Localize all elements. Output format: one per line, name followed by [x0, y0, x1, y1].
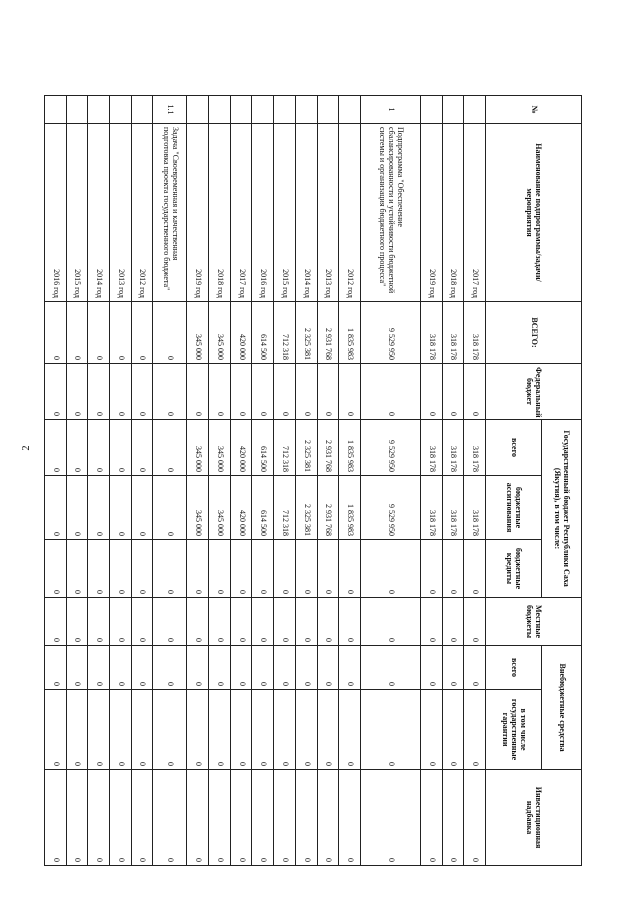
cell-extra-guarantees: 0: [187, 690, 209, 770]
cell-extra-guarantees: 0: [88, 690, 110, 770]
cell-state-alloc: 0: [131, 476, 153, 540]
cell-total: 614 500: [252, 302, 274, 364]
cell-state-alloc: 318 178: [442, 476, 464, 540]
cell-state-credits: 0: [230, 540, 252, 598]
cell-state-alloc: 2 325 381: [295, 476, 317, 540]
cell-federal: 0: [153, 364, 187, 420]
cell-state-credits: 0: [339, 540, 361, 598]
table-row: [66, 96, 88, 866]
header-state-total: всего: [486, 420, 542, 476]
cell-state-total: 0: [110, 420, 132, 476]
cell-federal: 0: [317, 364, 339, 420]
row-number: [209, 96, 231, 124]
cell-state-total: 2 931 768: [317, 420, 339, 476]
cell-state-credits: 0: [274, 540, 296, 598]
cell-local: 0: [274, 598, 296, 646]
row-number: [339, 96, 361, 124]
row-name: Подпрограмма "Обеспечение сбалансированности и устойчивости бюджетной системы и организация бюджетного процесса": [360, 124, 420, 302]
cell-state-credits: 0: [464, 540, 486, 598]
header-name: Наименование подпрограммы/задачи/мероприятия: [486, 124, 582, 302]
cell-extra-total: 0: [442, 646, 464, 690]
cell-invest: 0: [295, 770, 317, 866]
cell-federal: 0: [360, 364, 420, 420]
cell-federal: 0: [274, 364, 296, 420]
cell-extra-total: 0: [252, 646, 274, 690]
header-state-alloc: бюджетные ассигнования: [486, 476, 542, 540]
cell-invest: 0: [464, 770, 486, 866]
cell-total: 2 931 768: [317, 302, 339, 364]
row-name: 2015 год: [274, 124, 296, 302]
table-row: [187, 96, 209, 866]
cell-state-alloc: 614 500: [252, 476, 274, 540]
budget-table-page: [44, 95, 582, 865]
cell-state-alloc: 2 931 768: [317, 476, 339, 540]
cell-state-credits: 0: [131, 540, 153, 598]
cell-extra-guarantees: 0: [230, 690, 252, 770]
cell-extra-total: 0: [131, 646, 153, 690]
cell-extra-total: 0: [339, 646, 361, 690]
cell-local: 0: [131, 598, 153, 646]
cell-total: 712 318: [274, 302, 296, 364]
cell-extra-total: 0: [153, 646, 187, 690]
cell-state-alloc: 712 318: [274, 476, 296, 540]
cell-total: 345 000: [209, 302, 231, 364]
cell-invest: 0: [187, 770, 209, 866]
cell-invest: 0: [252, 770, 274, 866]
table-row-task: [153, 96, 187, 866]
header-extra-guarantees: в том числе государственные гарантии: [486, 690, 542, 770]
cell-total: 0: [131, 302, 153, 364]
cell-local: 0: [339, 598, 361, 646]
cell-local: 0: [88, 598, 110, 646]
cell-federal: 0: [464, 364, 486, 420]
table-row: [464, 96, 486, 866]
table-row: [45, 96, 67, 866]
row-name: 2013 год: [317, 124, 339, 302]
cell-invest: 0: [360, 770, 420, 866]
cell-state-credits: 0: [88, 540, 110, 598]
cell-extra-total: 0: [295, 646, 317, 690]
cell-state-alloc: 0: [45, 476, 67, 540]
cell-local: 0: [464, 598, 486, 646]
cell-extra-total: 0: [209, 646, 231, 690]
cell-state-total: 345 000: [187, 420, 209, 476]
cell-extra-guarantees: 0: [66, 690, 88, 770]
cell-federal: 0: [45, 364, 67, 420]
cell-extra-guarantees: 0: [45, 690, 67, 770]
row-name: Задача "Своевременная и качественная подготовка проекта государственного бюджета": [153, 124, 187, 302]
table-row-subprogram: [360, 96, 420, 866]
table-row: [420, 96, 442, 866]
cell-total: 2 325 381: [295, 302, 317, 364]
cell-invest: 0: [153, 770, 187, 866]
cell-local: 0: [230, 598, 252, 646]
cell-extra-guarantees: 0: [464, 690, 486, 770]
cell-federal: 0: [230, 364, 252, 420]
cell-state-total: 318 178: [420, 420, 442, 476]
budget-table: [44, 95, 582, 866]
cell-state-alloc: 0: [153, 476, 187, 540]
cell-state-credits: 0: [442, 540, 464, 598]
cell-state-total: 0: [45, 420, 67, 476]
table-row: [274, 96, 296, 866]
row-number: 1.1: [153, 96, 187, 124]
cell-federal: 0: [187, 364, 209, 420]
cell-total: 318 178: [420, 302, 442, 364]
row-name: 2015 год: [66, 124, 88, 302]
row-number: [274, 96, 296, 124]
cell-extra-total: 0: [66, 646, 88, 690]
table-row: [230, 96, 252, 866]
cell-state-credits: 0: [295, 540, 317, 598]
cell-local: 0: [153, 598, 187, 646]
cell-state-total: 712 318: [274, 420, 296, 476]
cell-state-credits: 0: [209, 540, 231, 598]
header-number: №: [486, 96, 582, 124]
header-total: ВСЕГО:: [486, 302, 582, 364]
cell-total: 0: [153, 302, 187, 364]
cell-extra-guarantees: 0: [442, 690, 464, 770]
cell-state-credits: 0: [187, 540, 209, 598]
cell-state-total: 0: [88, 420, 110, 476]
row-number: [252, 96, 274, 124]
row-number: [420, 96, 442, 124]
cell-federal: 0: [295, 364, 317, 420]
cell-extra-guarantees: 0: [317, 690, 339, 770]
table-row: [442, 96, 464, 866]
row-number: [131, 96, 153, 124]
cell-state-total: 9 529 950: [360, 420, 420, 476]
cell-state-total: 2 325 381: [295, 420, 317, 476]
header-local: Местные бюджеты: [486, 598, 582, 646]
cell-state-alloc: 318 178: [464, 476, 486, 540]
cell-extra-guarantees: 0: [110, 690, 132, 770]
cell-invest: 0: [131, 770, 153, 866]
cell-state-alloc: 9 529 950: [360, 476, 420, 540]
cell-state-alloc: 345 000: [187, 476, 209, 540]
cell-total: 420 000: [230, 302, 252, 364]
cell-federal: 0: [88, 364, 110, 420]
page-number: 2: [21, 445, 32, 451]
cell-extra-total: 0: [45, 646, 67, 690]
cell-federal: 0: [420, 364, 442, 420]
row-name: 2017 год: [464, 124, 486, 302]
cell-local: 0: [317, 598, 339, 646]
cell-state-credits: 0: [360, 540, 420, 598]
cell-extra-guarantees: 0: [252, 690, 274, 770]
cell-local: 0: [110, 598, 132, 646]
cell-state-alloc: 0: [88, 476, 110, 540]
cell-invest: 0: [420, 770, 442, 866]
row-name: 2016 год: [252, 124, 274, 302]
cell-local: 0: [252, 598, 274, 646]
header-extra-total: всего: [486, 646, 542, 690]
table-row: [252, 96, 274, 866]
table-row: [88, 96, 110, 866]
cell-state-total: 0: [66, 420, 88, 476]
cell-federal: 0: [110, 364, 132, 420]
cell-extra-guarantees: 0: [295, 690, 317, 770]
cell-state-total: 420 000: [230, 420, 252, 476]
cell-extra-total: 0: [230, 646, 252, 690]
cell-federal: 0: [442, 364, 464, 420]
cell-local: 0: [187, 598, 209, 646]
row-number: [442, 96, 464, 124]
cell-invest: 0: [45, 770, 67, 866]
cell-invest: 0: [317, 770, 339, 866]
cell-state-credits: 0: [45, 540, 67, 598]
row-number: [464, 96, 486, 124]
row-number: [110, 96, 132, 124]
cell-total: 9 529 950: [360, 302, 420, 364]
cell-invest: 0: [66, 770, 88, 866]
cell-extra-guarantees: 0: [209, 690, 231, 770]
cell-state-total: 0: [153, 420, 187, 476]
cell-extra-guarantees: 0: [131, 690, 153, 770]
row-number: [88, 96, 110, 124]
row-name: 2012 год: [131, 124, 153, 302]
header-invest: Инвестиционная надбавка: [486, 770, 582, 866]
row-number: [230, 96, 252, 124]
row-number: 1: [360, 96, 420, 124]
row-name: 2014 год: [295, 124, 317, 302]
cell-local: 0: [360, 598, 420, 646]
cell-state-alloc: 420 000: [230, 476, 252, 540]
cell-extra-total: 0: [274, 646, 296, 690]
cell-total: 0: [88, 302, 110, 364]
cell-state-credits: 0: [66, 540, 88, 598]
cell-total: 345 000: [187, 302, 209, 364]
header-state-budget: Государственный бюджет Республики Саха (Якутия), в том числе:: [542, 420, 582, 598]
cell-extra-guarantees: 0: [420, 690, 442, 770]
table-body: [45, 96, 486, 866]
cell-extra-total: 0: [88, 646, 110, 690]
row-name: 2016 год: [45, 124, 67, 302]
cell-extra-total: 0: [464, 646, 486, 690]
cell-state-alloc: 1 835 983: [339, 476, 361, 540]
row-name: 2014 год: [88, 124, 110, 302]
header-state-credits: бюджетные кредиты: [486, 540, 542, 598]
cell-local: 0: [45, 598, 67, 646]
cell-state-credits: 0: [252, 540, 274, 598]
cell-federal: 0: [209, 364, 231, 420]
cell-extra-guarantees: 0: [274, 690, 296, 770]
cell-state-credits: 0: [110, 540, 132, 598]
cell-federal: 0: [339, 364, 361, 420]
cell-extra-total: 0: [360, 646, 420, 690]
row-name: 2018 год: [442, 124, 464, 302]
cell-invest: 0: [110, 770, 132, 866]
cell-state-total: 345 000: [209, 420, 231, 476]
cell-extra-guarantees: 0: [339, 690, 361, 770]
cell-extra-total: 0: [110, 646, 132, 690]
cell-invest: 0: [339, 770, 361, 866]
cell-federal: 0: [131, 364, 153, 420]
row-name: 2019 год: [420, 124, 442, 302]
cell-local: 0: [295, 598, 317, 646]
cell-total: 1 835 983: [339, 302, 361, 364]
cell-state-total: 318 178: [464, 420, 486, 476]
row-name: 2012 год: [339, 124, 361, 302]
cell-federal: 0: [66, 364, 88, 420]
cell-total: 318 178: [464, 302, 486, 364]
table-row: [317, 96, 339, 866]
cell-state-credits: 0: [153, 540, 187, 598]
cell-local: 0: [420, 598, 442, 646]
cell-total: 318 178: [442, 302, 464, 364]
table-header: [486, 96, 582, 866]
cell-state-total: 0: [131, 420, 153, 476]
cell-state-alloc: 0: [110, 476, 132, 540]
cell-extra-total: 0: [317, 646, 339, 690]
row-number: [45, 96, 67, 124]
cell-state-credits: 0: [420, 540, 442, 598]
table-row: [295, 96, 317, 866]
cell-state-total: 318 178: [442, 420, 464, 476]
row-number: [187, 96, 209, 124]
row-name: 2019 год: [187, 124, 209, 302]
cell-state-credits: 0: [317, 540, 339, 598]
cell-state-alloc: 345 000: [209, 476, 231, 540]
cell-local: 0: [442, 598, 464, 646]
row-name: 2018 год: [209, 124, 231, 302]
cell-invest: 0: [88, 770, 110, 866]
cell-state-total: 614 500: [252, 420, 274, 476]
cell-total: 0: [66, 302, 88, 364]
cell-federal: 0: [252, 364, 274, 420]
cell-invest: 0: [442, 770, 464, 866]
cell-state-total: 1 835 983: [339, 420, 361, 476]
cell-extra-total: 0: [187, 646, 209, 690]
row-number: [295, 96, 317, 124]
row-name: 2013 год: [110, 124, 132, 302]
row-number: [317, 96, 339, 124]
header-extra-budget: Внебюджетные средства: [542, 646, 582, 770]
cell-local: 0: [66, 598, 88, 646]
table-row: [131, 96, 153, 866]
cell-state-alloc: 318 178: [420, 476, 442, 540]
cell-total: 0: [45, 302, 67, 364]
cell-extra-total: 0: [420, 646, 442, 690]
cell-extra-guarantees: 0: [360, 690, 420, 770]
cell-state-alloc: 0: [66, 476, 88, 540]
cell-total: 0: [110, 302, 132, 364]
table-row: [110, 96, 132, 866]
header-federal: Федеральный бюджет: [486, 364, 582, 420]
cell-invest: 0: [209, 770, 231, 866]
row-number: [66, 96, 88, 124]
cell-invest: 0: [230, 770, 252, 866]
row-name: 2017 год: [230, 124, 252, 302]
table-row: [209, 96, 231, 866]
cell-local: 0: [209, 598, 231, 646]
table-row: [339, 96, 361, 866]
cell-extra-guarantees: 0: [153, 690, 187, 770]
cell-invest: 0: [274, 770, 296, 866]
